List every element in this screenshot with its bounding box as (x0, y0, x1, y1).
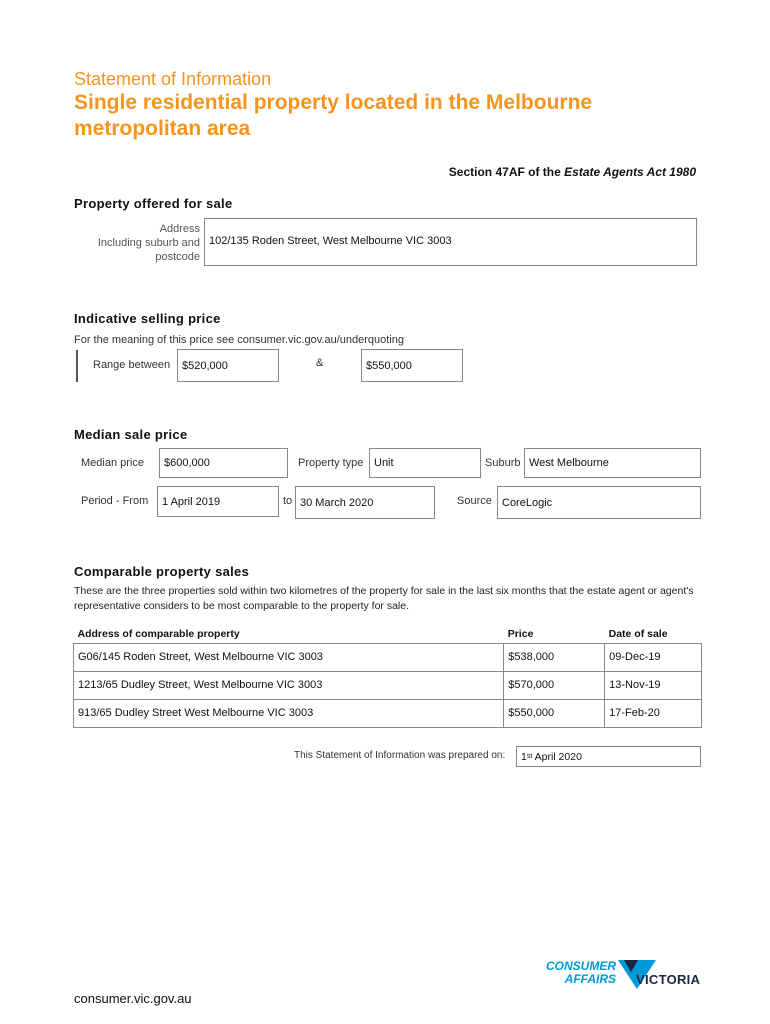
price-low-field[interactable]: $520,000 (177, 349, 279, 382)
table-row (74, 643, 702, 671)
footer-url[interactable]: consumer.vic.gov.au (74, 991, 192, 1006)
period-to-field[interactable]: 30 March 2020 (295, 486, 435, 519)
row-price-cell[interactable]: $538,000 (504, 643, 605, 671)
row-address-cell[interactable]: 913/65 Dudley Street West Melbourne VIC 3003 (74, 699, 504, 727)
act-reference (449, 165, 696, 179)
row-address-cell[interactable]: G06/145 Roden Street, West Melbourne VIC 3003 (74, 643, 504, 671)
property-heading: Property offered for sale (74, 196, 233, 211)
property-type-label: Property type (298, 457, 364, 469)
comparable-table (73, 625, 702, 728)
prepared-day: 1 (521, 750, 527, 763)
row-date-cell[interactable]: 09-Dec-19 (605, 643, 702, 671)
col-date-header: Date of sale (608, 627, 668, 640)
source-field[interactable]: CoreLogic (497, 486, 701, 519)
comparable-heading: Comparable property sales (74, 564, 250, 579)
source-label: Source (457, 495, 492, 507)
table-row (74, 699, 702, 727)
prepared-day-suffix: st (526, 753, 533, 760)
period-to-label: to (283, 495, 293, 507)
row-price-cell[interactable]: $550,000 (504, 699, 605, 727)
table-row (74, 671, 702, 699)
median-price-field[interactable]: $600,000 (159, 448, 288, 478)
range-marker (76, 350, 78, 382)
range-ampersand: & (316, 357, 324, 369)
logo-line-affairs: AFFAIRS (564, 972, 616, 986)
logo-word-victoria: VICTORIA (636, 972, 701, 987)
indicative-heading: Indicative selling price (74, 311, 221, 326)
prepared-rest: April 2020 (532, 750, 582, 763)
prepared-label: This Statement of Information was prepared on: (294, 750, 506, 761)
document-subtitle: Statement of Information (74, 69, 272, 89)
median-heading: Median sale price (74, 427, 188, 442)
col-price-header: Price (507, 627, 534, 640)
suburb-field[interactable]: West Melbourne (524, 448, 701, 478)
row-date-cell[interactable]: 17-Feb-20 (605, 699, 702, 727)
period-from-field[interactable]: 1 April 2019 (157, 486, 279, 517)
price-high-field[interactable]: $550,000 (361, 349, 463, 382)
suburb-label: Suburb (485, 457, 521, 469)
col-address-header: Address of comparable property (77, 627, 240, 640)
document-title: Single residential property located in the Melbourne metropolitan area (74, 91, 593, 140)
consumer-affairs-victoria-logo (528, 958, 704, 992)
comparable-description: These are the three properties sold within two kilometres of the property for sale in the last six months that the estate agent or agent's representative considers to be most comparable to the property for sale. (74, 585, 694, 612)
period-from-label: Period - From (81, 495, 149, 507)
act-name: Estate Agents Act 1980 (564, 165, 696, 179)
address-label-line1: Address (159, 223, 200, 235)
row-price-cell[interactable]: $570,000 (504, 671, 605, 699)
address-label-line3: postcode (155, 251, 200, 263)
comparable-header-row (74, 625, 702, 643)
act-prefix: Section 47AF of the (448, 165, 565, 179)
logo-line-consumer: CONSUMER (545, 959, 616, 973)
range-label: Range between (93, 359, 171, 371)
property-type-field[interactable]: Unit (369, 448, 481, 478)
row-date-cell[interactable]: 13-Nov-19 (605, 671, 702, 699)
address-label-line2: Including suburb and (97, 237, 200, 249)
address-label (80, 222, 200, 264)
address-field[interactable]: 102/135 Roden Street, West Melbourne VIC 3003 (204, 218, 697, 266)
row-address-cell[interactable]: 1213/65 Dudley Street, West Melbourne VIC 3003 (74, 671, 504, 699)
logo-text-blue (528, 960, 616, 986)
prepared-date-field[interactable] (516, 746, 701, 767)
median-price-label: Median price (81, 457, 144, 469)
meaning-text: For the meaning of this price see consumer.vic.gov.au/underquoting (74, 334, 404, 346)
